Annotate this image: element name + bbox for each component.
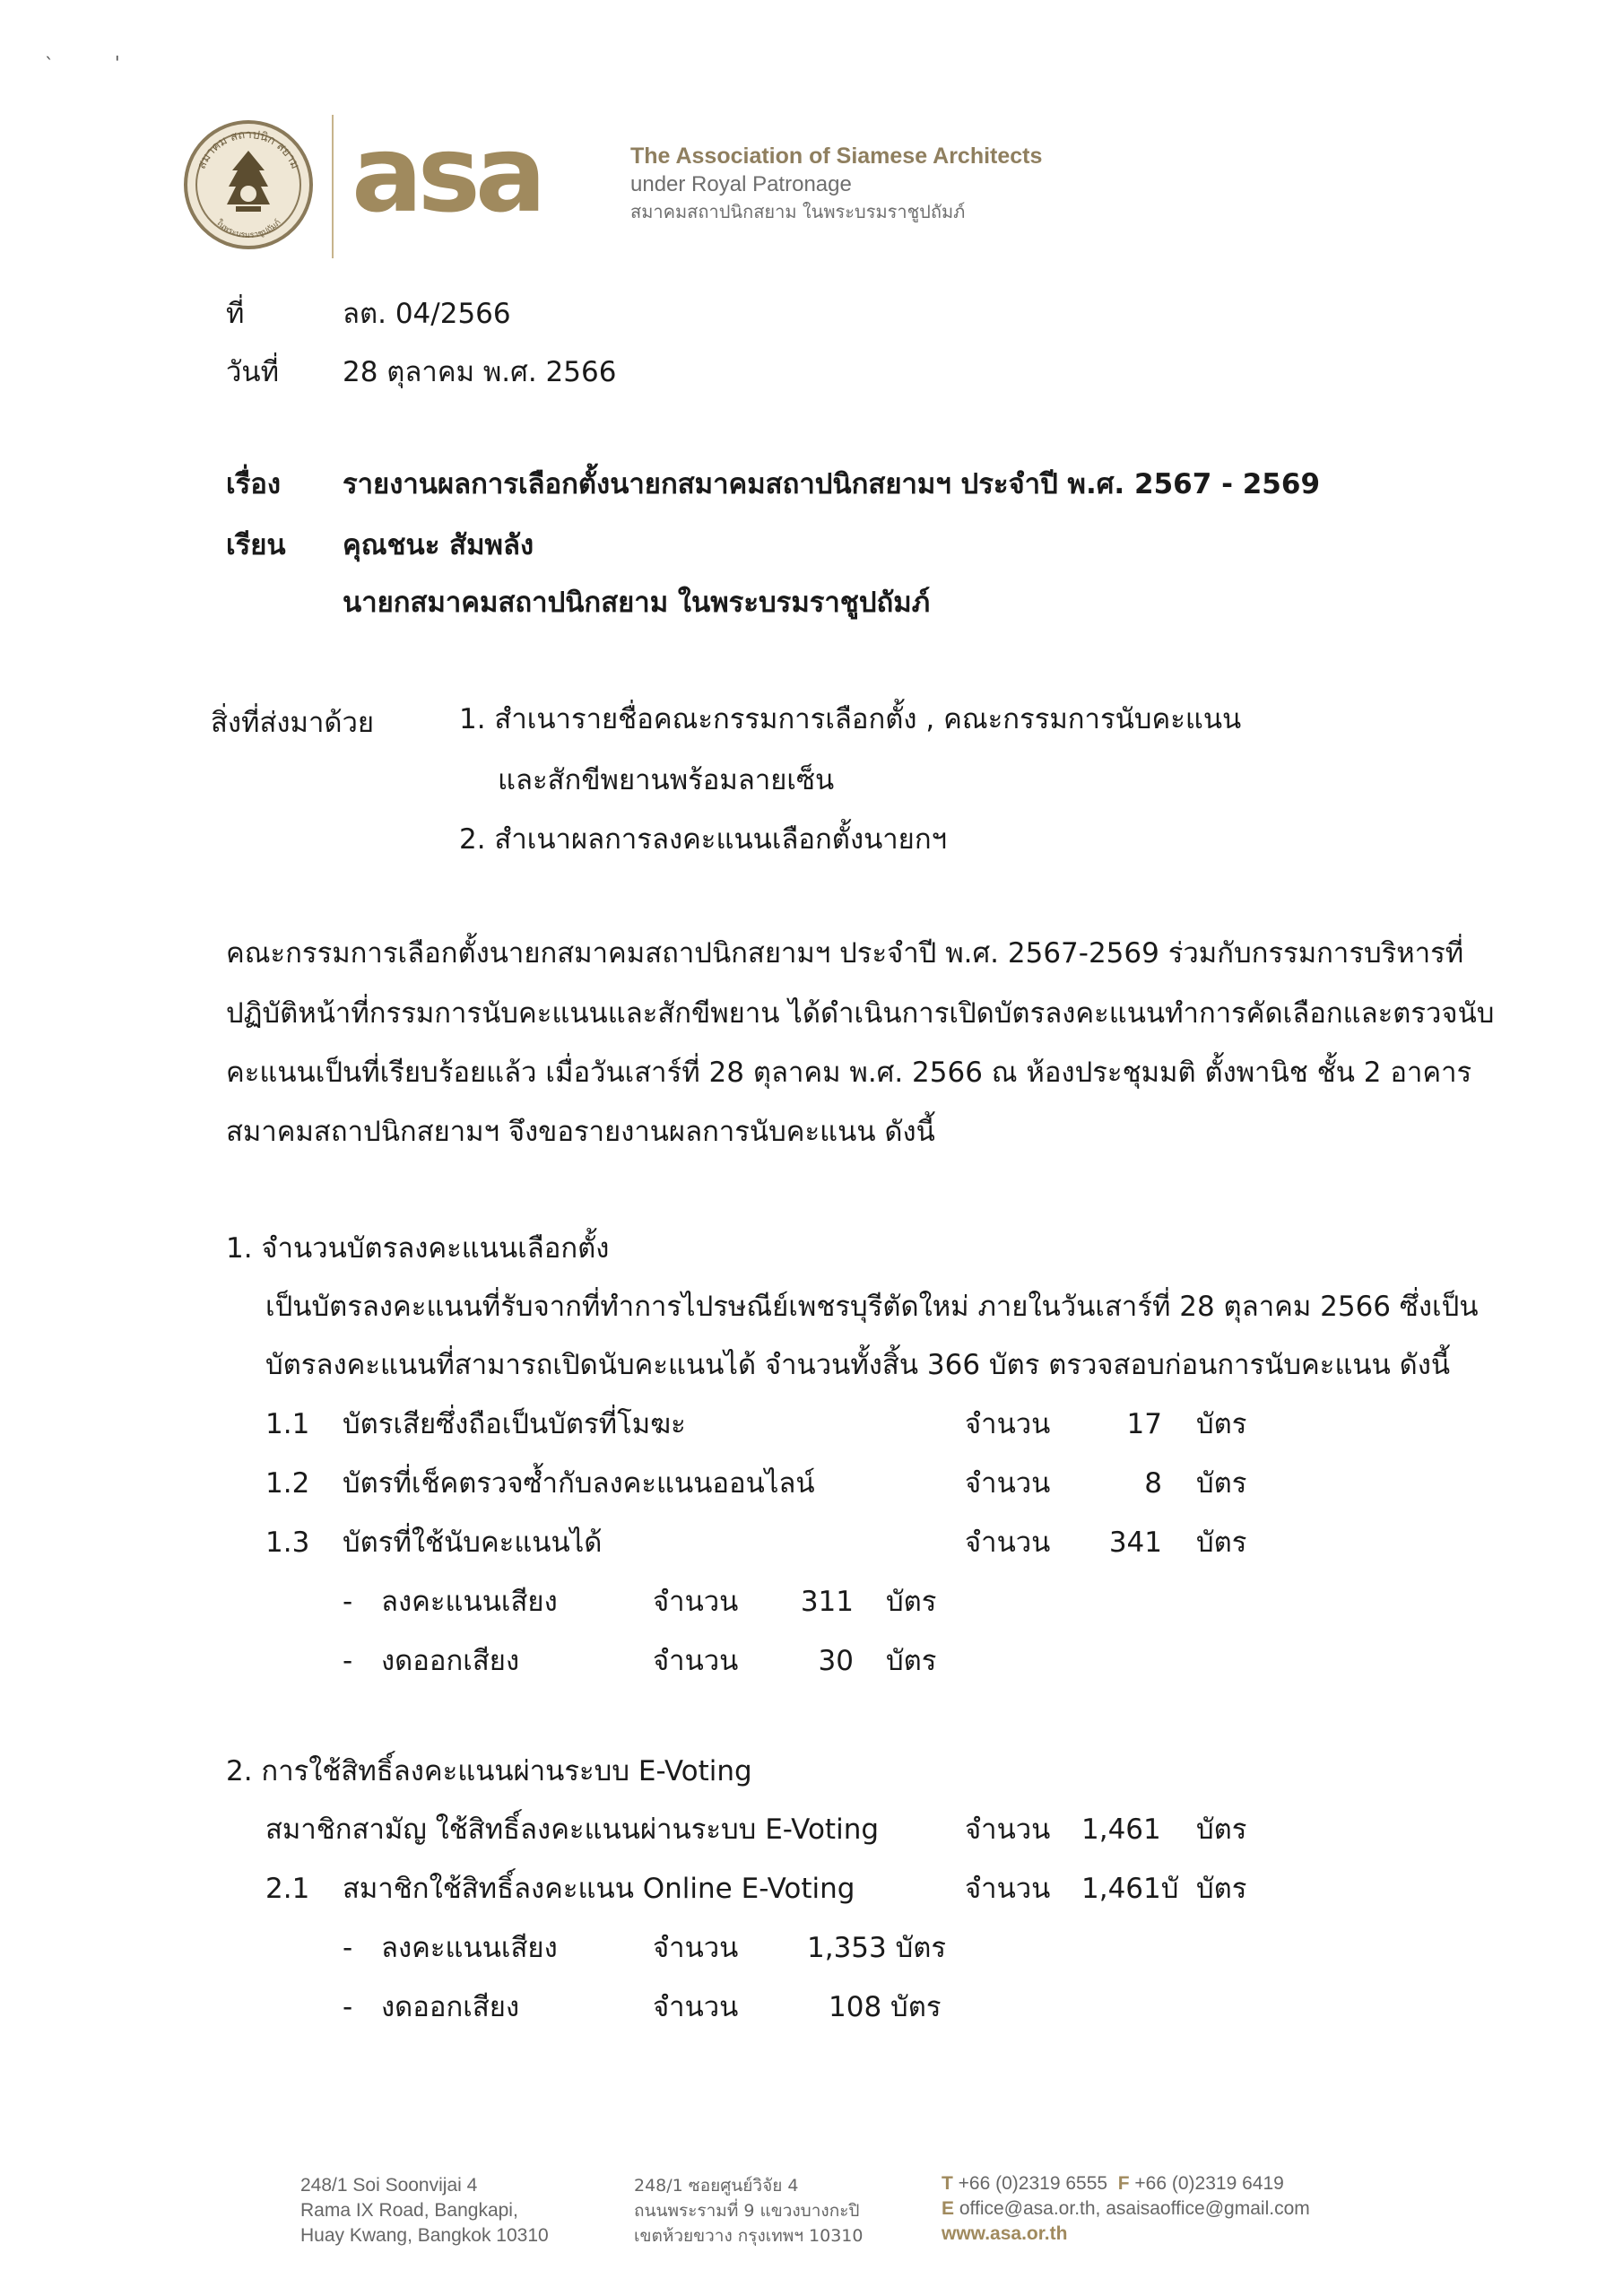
subrow-dash: - [343,1586,353,1618]
subrow-valid-unit: บัตร [886,1586,937,1618]
subrow-dash: - [343,1645,353,1677]
section2-heading: 2. การใช้สิทธิ์ลงคะแนนผ่านระบบ E-Voting [226,1755,752,1787]
row-2-1-unit: บัตร [1196,1873,1247,1905]
footer-address-line: Rama IX Road, Bangkapi, [300,2200,518,2221]
association-name-en: The Association of Siamese Architects [630,144,1043,169]
scan-mark: ` [45,54,54,75]
row-1-3-label: บัตรที่ใช้นับคะแนนได้ [343,1526,603,1559]
letterhead-divider [332,115,334,258]
footer-address-th [634,2173,863,2248]
asa-wordmark-logo [352,139,553,224]
subrow-valid-label: ลงคะแนนเสียง [381,1586,558,1618]
enclosure-item: 2. สำเนาผลการลงคะแนนเลือกตั้งนายกฯ [459,823,948,856]
footer-website-link[interactable]: www.asa.or.th [942,2223,1068,2244]
row-1-3-qty: 341 [1108,1526,1162,1559]
footer-address-en [300,2173,549,2248]
subject-value: รายงานผลการเลือกตั้งนายกสมาคมสถาปนิกสยามฯ ประจำปี พ.ศ. 2567 - 2569 [343,468,1321,500]
evote-abstain-qty-label: จำนวน [653,1991,739,2023]
section2-summary-qty: 1,461 [1081,1813,1161,1846]
row-1-1-unit: บัตร [1196,1408,1247,1440]
row-1-2-unit: บัตร [1196,1467,1247,1500]
enclosure-item: และสักขีพยานพร้อมลายเซ็น [498,764,835,796]
paragraph-line: คณะกรรมการเลือกตั้งนายกสมาคมสถาปนิกสยามฯ ประจำปี พ.ศ. 2567-2569 ร่วมกับกรรมการบริหารที่ [226,937,1464,970]
evote-valid-qty: 1,353 บัตร [807,1932,947,1964]
row-1-3-qty-label: จำนวน [965,1526,1051,1559]
footer-address-line: Huay Kwang, Bangkok 10310 [300,2225,549,2246]
to-label: เรียน [226,529,286,561]
row-2-1-label: สมาชิกใช้สิทธิ์ลงคะแนน Online E-Voting [343,1873,855,1905]
section2-summary-unit: บัตร [1196,1813,1247,1846]
footer-address-line: 248/1 Soi Soonvijai 4 [300,2175,478,2196]
subrow-valid-qty: 311 [800,1586,854,1618]
scan-mark: ' [115,52,120,74]
subrow-dash: - [343,1991,353,2023]
enclosures-label: สิ่งที่ส่งมาด้วย [211,707,375,739]
footer-email-label: E [942,2198,955,2219]
enclosure-item: 1. สำเนารายชื่อคณะกรรมการเลือกตั้ง , คณะกรรมการนับคะแนน [459,703,1242,735]
row-2-1-qty: 1,461บั [1081,1873,1179,1905]
row-1-3-unit: บัตร [1196,1526,1247,1559]
row-1-3-number: 1.3 [265,1526,310,1559]
footer-tel-label: T [942,2173,953,2194]
footer-contact [942,2171,1310,2247]
subrow-valid-qty-label: จำนวน [653,1586,739,1618]
ref-label: ที่ [226,298,245,330]
row-1-2-qty-label: จำนวน [965,1467,1051,1500]
wordmark-text: asa [352,139,542,224]
paragraph-line: ปฏิบัติหน้าที่กรรมการนับคะแนนและสักขีพยาน ได้ดำเนินการเปิดบัตรลงคะแนนทำการคัดเลือกและตรวจนับ [226,997,1495,1030]
section2-summary-qty-label: จำนวน [965,1813,1051,1846]
row-1-2-label: บัตรที่เช็คตรวจซ้ำกับลงคะแนนออนไลน์ [343,1467,815,1500]
section1-desc-line: บัตรลงคะแนนที่สามารถเปิดนับคะแนนได้ จำนวนทั้งสิ้น 366 บัตร ตรวจสอบก่อนการนับคะแนน ดังนี้ [265,1349,1451,1381]
footer-fax-label: F [1117,2173,1130,2194]
row-1-1-qty-label: จำนวน [965,1408,1051,1440]
section1-desc-line: เป็นบัตรลงคะแนนที่รับจากที่ทำการไปรษณีย์เพชรบุรีตัดใหม่ ภายในวันเสาร์ที่ 28 ตุลาคม 2566 ซึ่งเป็น [265,1291,1479,1323]
subrow-abstain-label: งดออกเสียง [381,1645,520,1677]
row-2-1-number: 2.1 [265,1873,310,1905]
row-1-1-label: บัตรเสียซึ่งถือเป็นบัตรที่โมฆะ [343,1408,686,1440]
association-patronage-en: under Royal Patronage [630,172,852,196]
subject-label: เรื่อง [226,468,282,500]
row-1-1-qty: 17 [1126,1408,1162,1440]
row-2-1-qty-label: จำนวน [965,1873,1051,1905]
to-name: คุณชนะ สัมพลัง [343,529,534,561]
subrow-abstain-qty: 30 [818,1645,854,1677]
row-1-2-number: 1.2 [265,1467,310,1500]
seal-top-text: สมาคม สถาปนิก สยาม [195,127,302,171]
paragraph-line: สมาคมสถาปนิกสยามฯ จึงขอรายงานผลการนับคะแนน ดังนี้ [226,1116,935,1148]
subrow-dash: - [343,1932,353,1964]
date-value: 28 ตุลาคม พ.ศ. 2566 [343,356,617,388]
evote-abstain-qty: 108 บัตร [829,1991,942,2023]
association-name-th: สมาคมสถาปนิกสยาม ในพระบรมราชูปถัมภ์ [630,201,966,222]
evote-valid-label: ลงคะแนนเสียง [381,1932,558,1964]
footer-address-line: เขตห้วยขวาง กรุงเทพฯ 10310 [634,2226,864,2246]
evote-valid-qty-label: จำนวน [653,1932,739,1964]
row-1-2-qty: 8 [1144,1467,1162,1500]
seal-bottom-text: ในพระบรมราชูปถัมภ์ [213,218,283,240]
evote-abstain-label: งดออกเสียง [381,1991,520,2023]
footer-tel: +66 (0)2319 6555 [958,2173,1108,2194]
footer-fax: +66 (0)2319 6419 [1134,2173,1284,2194]
section1-heading: 1. จำนวนบัตรลงคะแนนเลือกตั้ง [226,1232,610,1265]
subrow-abstain-qty-label: จำนวน [653,1645,739,1677]
footer-email[interactable]: office@asa.or.th, asaisaoffice@gmail.com [959,2198,1310,2219]
to-position: นายกสมาคมสถาปนิกสยาม ในพระบรมราชูปถัมภ์ [343,587,931,619]
row-1-1-number: 1.1 [265,1408,310,1440]
footer-address-line: 248/1 ซอยศูนย์วิจัย 4 [634,2176,799,2196]
date-label: วันที่ [226,356,280,388]
ref-value: ลต. 04/2566 [343,298,511,330]
section2-summary-label: สมาชิกสามัญ ใช้สิทธิ์ลงคะแนนผ่านระบบ E-Voting [265,1813,880,1846]
association-seal-logo [182,115,315,257]
footer-address-line: ถนนพระรามที่ 9 แขวงบางกะปิ [634,2201,860,2221]
paragraph-line: คะแนนเป็นที่เรียบร้อยแล้ว เมื่อวันเสาร์ที่ 28 ตุลาคม พ.ศ. 2566 ณ ห้องประชุมมติ ตั้งพานิช ชั้น 2 อาคาร [226,1057,1472,1089]
subrow-abstain-unit: บัตร [886,1645,937,1677]
